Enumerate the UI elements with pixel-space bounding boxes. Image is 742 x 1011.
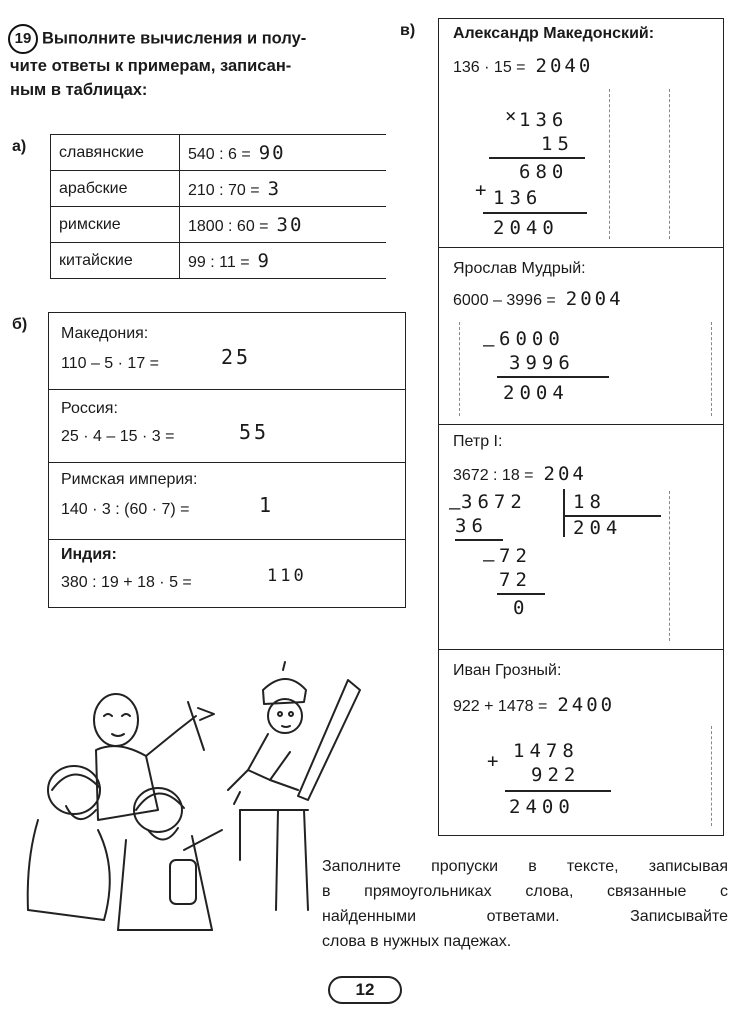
instruction-line-1: Заполните пропуски в тексте, записывая — [322, 858, 728, 875]
calc-line-1: 6000 — [499, 328, 565, 350]
row-name: славянские — [51, 135, 180, 171]
section-ivan — [439, 650, 723, 834]
grid-line — [669, 89, 670, 239]
calc-op-multiply: × — [505, 105, 522, 127]
cell-answer: 25 — [221, 345, 252, 369]
section-expr — [453, 55, 593, 77]
calc-rule — [497, 593, 545, 595]
cell-answer: 1 — [259, 493, 275, 517]
row-answer: 30 — [276, 213, 304, 236]
calc-line-3: 2400 — [509, 796, 575, 818]
calc-rule — [505, 790, 611, 792]
section-label: Петр I: — [453, 433, 503, 450]
task-number: 19 — [8, 24, 38, 54]
table-row — [51, 243, 387, 279]
cell-expr: 110 – 5 · 17 = — [61, 355, 159, 372]
row-answer: 3 — [267, 177, 282, 200]
section-answer: 2400 — [557, 694, 616, 716]
cell-answer: 55 — [239, 420, 270, 444]
calc-op-minus: – — [449, 497, 466, 519]
part-v-letter: в) — [400, 22, 416, 39]
section-expr — [453, 694, 615, 716]
part-b-box — [48, 312, 406, 608]
title-line-1: Выполните вычисления и полу- — [42, 29, 307, 48]
row-name: арабские — [51, 171, 180, 207]
expr-text: 922 + 1478 = — [453, 698, 548, 715]
row-answer: 90 — [258, 141, 286, 164]
row-name: римские — [51, 207, 180, 243]
calc-line-2: 15 — [541, 133, 574, 155]
row-answer: 9 — [257, 249, 271, 272]
expr-text: 210 : 70 = — [188, 181, 260, 199]
calc-rule — [497, 376, 609, 378]
table-row — [51, 171, 387, 207]
section-petr — [439, 425, 723, 650]
calc-divisor: 18 — [573, 491, 606, 513]
instruction-text — [322, 854, 728, 954]
section-answer: 2040 — [535, 55, 594, 77]
row-expr — [180, 207, 387, 243]
section-label: Иван Грозный: — [453, 662, 562, 679]
calc-op-minus-2: – — [483, 549, 500, 571]
section-answer: 2004 — [565, 288, 624, 310]
calc-line-3: 2004 — [503, 382, 569, 404]
title-line-3: ным в таблицах: — [10, 81, 148, 99]
cell-expr: 25 · 4 – 15 · 3 = — [61, 428, 175, 445]
expr-text: 3672 : 18 = — [453, 467, 534, 484]
expr-text: 540 : 6 = — [188, 145, 251, 163]
cell-label: Римская империя: — [61, 471, 198, 488]
table-row — [51, 135, 387, 171]
instruction-line-4: слова в нужных падежах. — [322, 933, 512, 950]
section-answer: 204 — [543, 463, 587, 485]
table-row — [51, 207, 387, 243]
part-a-letter: а) — [12, 138, 27, 155]
cell-expr: 380 : 19 + 18 · 5 = — [61, 574, 192, 591]
part-b-cell-1 — [49, 313, 405, 390]
grid-line — [669, 491, 670, 641]
part-b-cell-3 — [49, 463, 405, 540]
cell-label: Македония: — [61, 325, 149, 342]
row-expr — [180, 171, 387, 207]
expr-text: 1800 : 60 = — [188, 217, 269, 235]
calc-dividend: 3672 — [461, 491, 527, 513]
calc-remainder: 0 — [513, 597, 530, 619]
calc-line-3: 680 — [519, 161, 569, 183]
instruction-line-2: в прямоугольниках слова, связанные с — [322, 883, 728, 900]
section-yaroslav — [439, 248, 723, 425]
cell-expr: 140 · 3 : (60 · 7) = — [61, 501, 190, 518]
calc-line-1: 1478 — [513, 740, 579, 762]
section-label: Александр Македонский: — [453, 25, 655, 42]
calc-rule — [455, 539, 503, 541]
calc-op-minus: – — [483, 334, 500, 356]
expr-text: 6000 – 3996 = — [453, 292, 556, 309]
division-bar — [563, 489, 565, 537]
cell-label: Индия: — [61, 546, 117, 563]
calc-op-plus: + — [475, 179, 492, 201]
expr-text: 136 · 15 = — [453, 59, 526, 76]
calc-rule — [489, 157, 585, 159]
title-line-2: чите ответы к примерам, записан- — [10, 57, 292, 75]
calc-step-3: 72 — [499, 569, 532, 591]
calc-op-plus: + — [487, 750, 504, 772]
task-title — [8, 24, 378, 102]
instruction-line-3: найденными ответами. Записывайте — [322, 908, 728, 925]
calc-rule — [483, 212, 587, 214]
cell-label: Россия: — [61, 400, 118, 417]
part-b-cell-4 — [49, 540, 405, 606]
calc-line-2: 922 — [531, 764, 581, 786]
calc-quotient: 204 — [573, 517, 623, 539]
calc-step-1: 36 — [455, 515, 488, 537]
section-expr — [453, 463, 587, 485]
part-b-cell-2 — [49, 390, 405, 463]
part-a-table — [50, 134, 386, 279]
calc-line-1: 136 — [519, 109, 569, 131]
calc-line-4: 136 — [493, 187, 543, 209]
part-b-letter: б) — [12, 316, 28, 333]
grid-line — [609, 89, 610, 239]
expr-text: 99 : 11 = — [188, 253, 250, 271]
section-label: Ярослав Мудрый: — [453, 260, 586, 277]
calc-line-2: 3996 — [509, 352, 575, 374]
row-name: китайские — [51, 243, 180, 279]
grid-line — [711, 726, 712, 826]
cell-answer: 110 — [267, 566, 307, 586]
grid-line — [711, 322, 712, 416]
part-v-box — [438, 18, 724, 836]
row-expr — [180, 135, 387, 171]
grid-line — [459, 322, 460, 416]
page-number: 12 — [328, 976, 402, 1004]
calc-step-2: 72 — [499, 545, 532, 567]
section-alexander — [439, 19, 723, 248]
calc-line-5: 2040 — [493, 217, 559, 239]
row-expr — [180, 243, 387, 279]
section-expr — [453, 288, 624, 310]
